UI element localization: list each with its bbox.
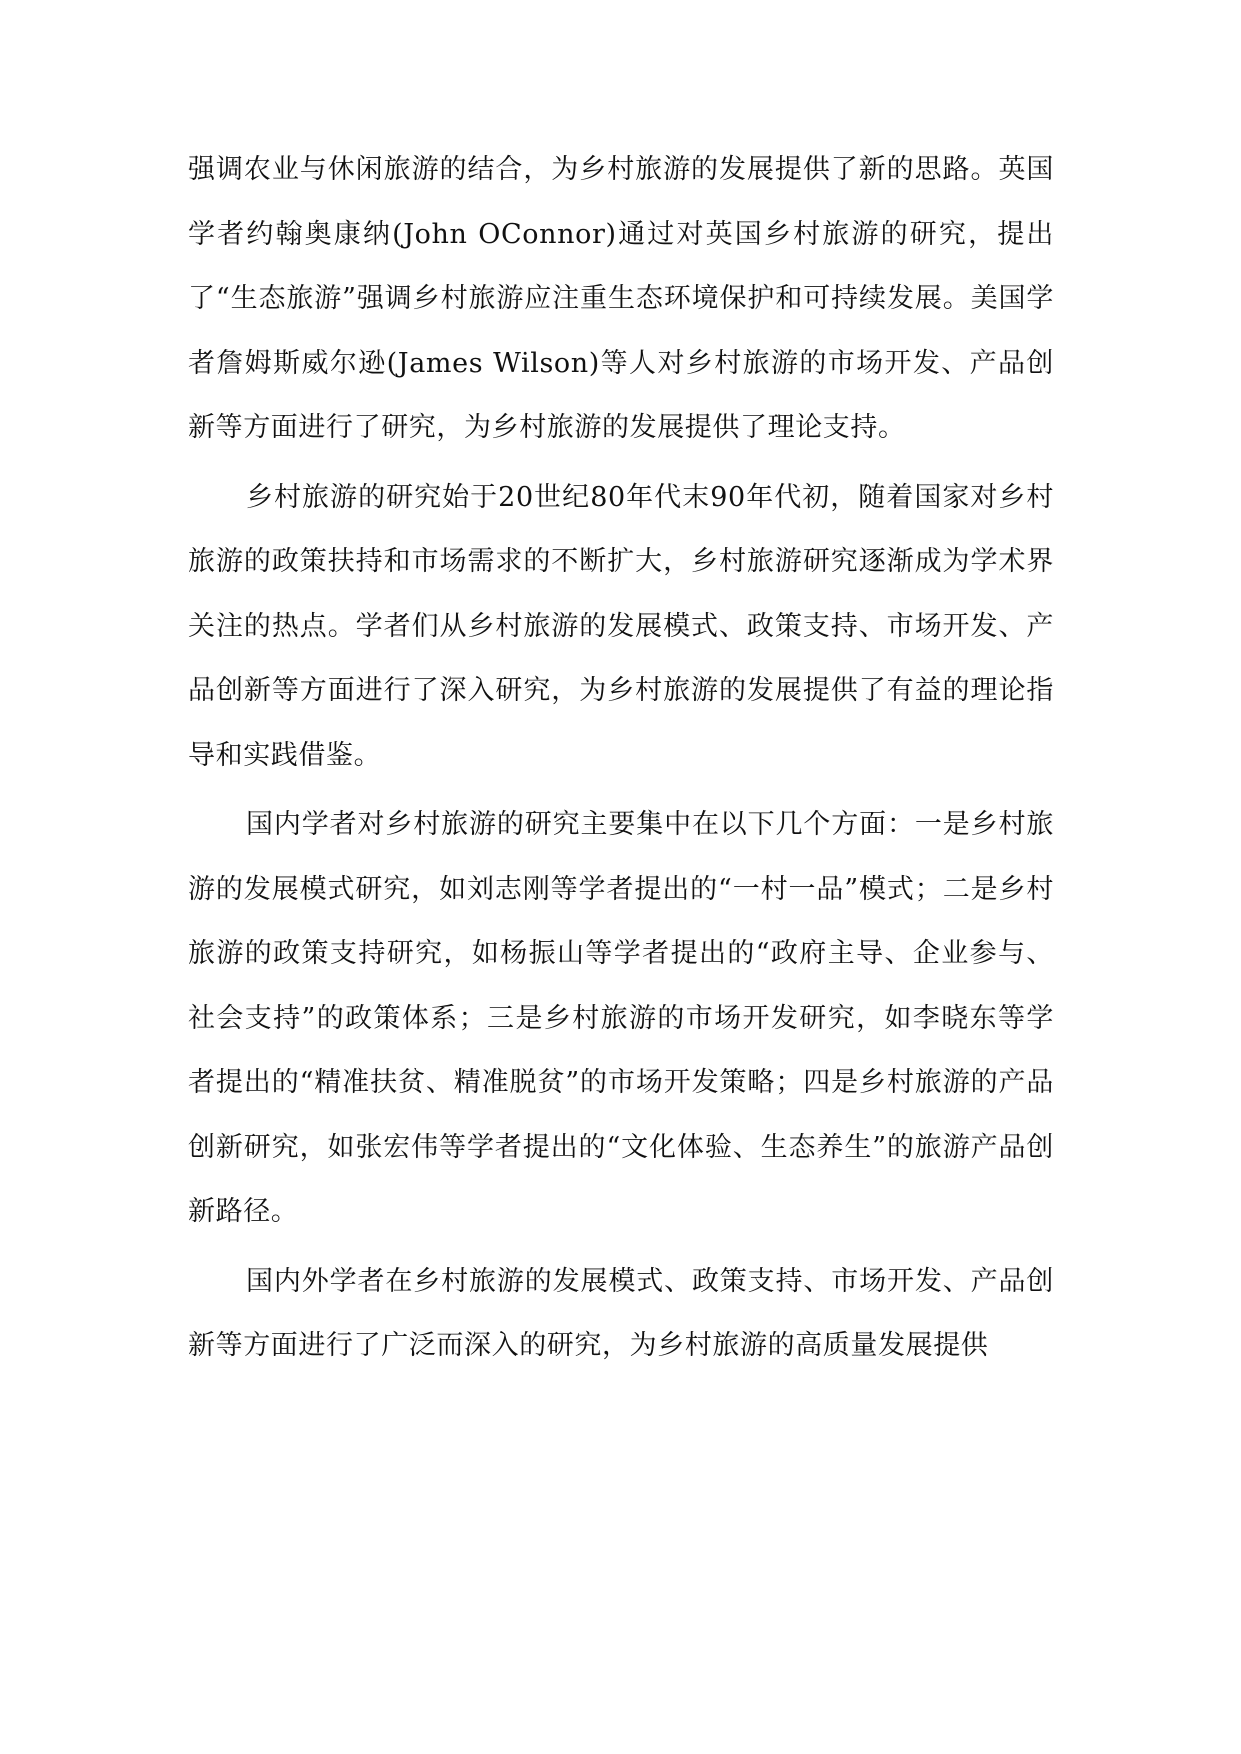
paragraph-2: 乡村旅游的研究始于20世纪80年代末90年代初，随着国家对乡村旅游的政策扶持和市场需求的不断扩大，乡村旅游研究逐渐成为学术界关注的热点。学者们从乡村旅游的发展模式、政策支持、市场开发、产品创新等方面进行了深入研究，为乡村旅游的发展提供了有益的理论指导和实践借鉴。 (188, 481, 1054, 771)
paragraph-3: 国内学者对乡村旅游的研究主要集中在以下几个方面：一是乡村旅游的发展模式研究，如刘志刚等学者提出的“一村一品”模式；二是乡村旅游的政策支持研究，如杨振山等学者提出的“政府主导、企业参与、社会支持”的政策体系；三是乡村旅游的市场开发研究，如李晓东等学者提出的“精准扶贫、精准脱贫”的市场开发策略；四是乡村旅游的产品创新研究，如张宏伟等学者提出的“文化体验、生态养生”的旅游产品创新路径。 (188, 809, 1054, 1227)
paragraph-4: 国内外学者在乡村旅游的发展模式、政策支持、市场开发、产品创新等方面进行了广泛而深入的研究，为乡村旅游的高质量发展提供 (188, 1265, 1054, 1361)
body-text (188, 138, 1054, 1384)
paragraph-1: 强调农业与休闲旅游的结合，为乡村旅游的发展提供了新的思路。英国学者约翰奥康纳(John OConnor)通过对英国乡村旅游的研究，提出了“生态旅游”强调乡村旅游应注重生态环境保护和可持续发展。美国学者詹姆斯威尔逊(James Wilson)等人对乡村旅游的市场开发、产品创新等方面进行了研究，为乡村旅游的发展提供了理论支持。 (188, 154, 1054, 443)
